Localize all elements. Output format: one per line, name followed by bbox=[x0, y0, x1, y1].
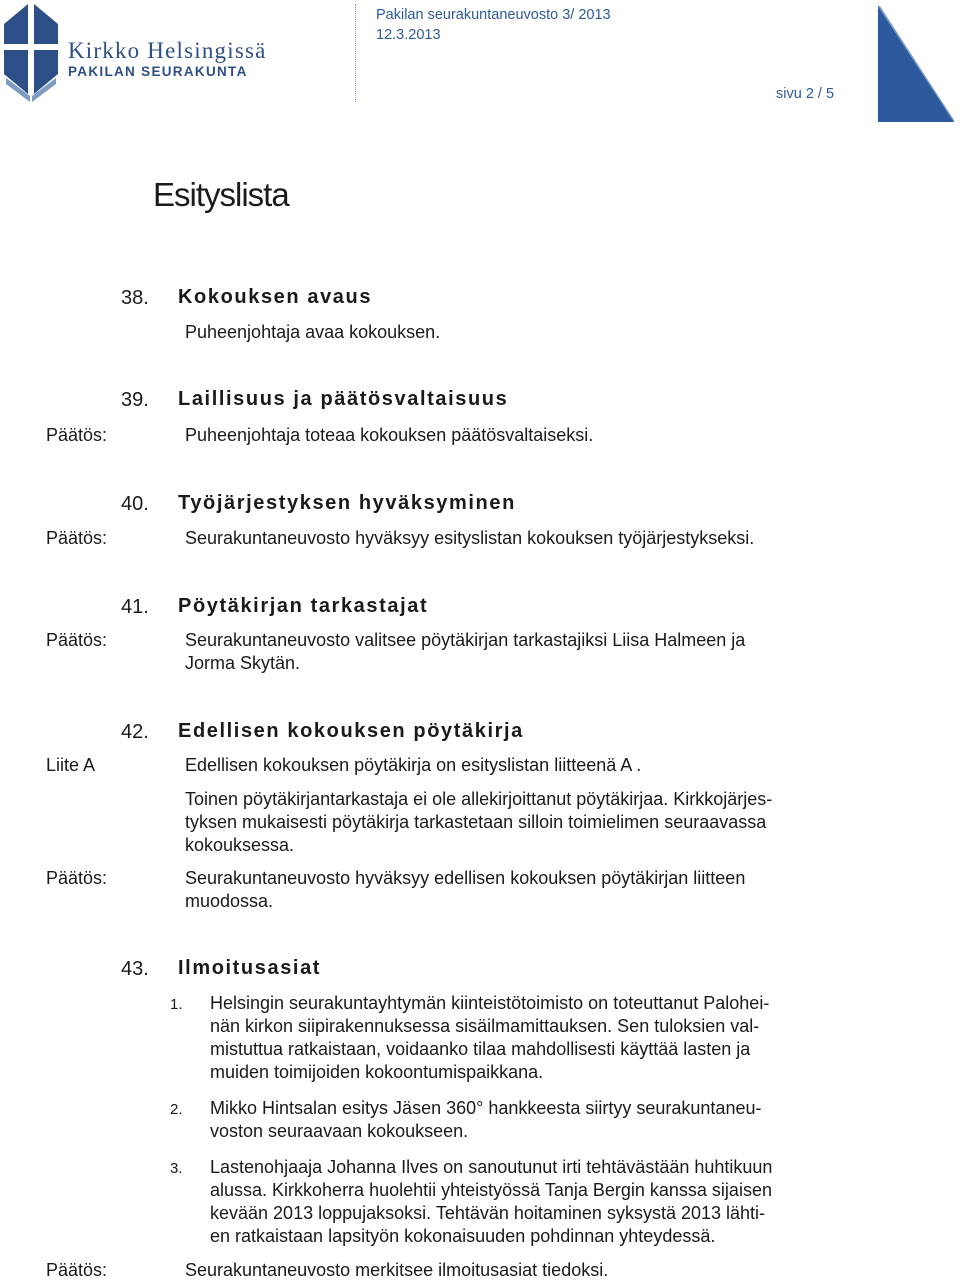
item-42-heading: Edellisen kokouksen pöytäkirja bbox=[178, 720, 524, 742]
parish-name: PAKILAN SEURAKUNTA bbox=[68, 64, 248, 79]
item-43-decision-label: Päätös: bbox=[46, 1260, 108, 1280]
text-line: Helsingin seurakuntayhtymän kiinteistötoimisto on toteuttanut Palohei- bbox=[210, 993, 770, 1013]
church-cross-logo-icon bbox=[2, 4, 62, 104]
item-41-heading: Pöytäkirjan tarkastajat bbox=[178, 595, 429, 617]
item-42-decision-label: Päätös: bbox=[46, 868, 108, 888]
text-line: Toinen pöytäkirjantarkastaja ei ole allekirjoittanut pöytäkirjaa. Kirkkojärjes- bbox=[185, 789, 773, 809]
item-38-number: 38. bbox=[121, 287, 149, 309]
item-40-heading: Työjärjestyksen hyväksyminen bbox=[178, 492, 516, 514]
item-41-number: 41. bbox=[121, 596, 149, 618]
list-item-number: 3. bbox=[170, 1160, 183, 1177]
text-line: Seurakuntaneuvosto valitsee pöytäkirjan tarkastajiksi Liisa Halmeen ja bbox=[185, 630, 746, 650]
list-item bbox=[210, 1097, 830, 1143]
text-line: Lastenohjaaja Johanna Ilves on sanoutunut irti tehtävästään huhtikuun bbox=[210, 1157, 773, 1177]
item-42-number: 42. bbox=[121, 721, 149, 743]
item-38-text: Puheenjohtaja avaa kokouksen. bbox=[185, 322, 441, 342]
item-43-heading: Ilmoitusasiat bbox=[178, 957, 322, 979]
text-line: kokouksessa. bbox=[185, 835, 295, 855]
item-39-heading: Laillisuus ja päätösvaltaisuus bbox=[178, 388, 509, 410]
item-41-decision-label: Päätös: bbox=[46, 630, 108, 650]
text-line: mistuttua ratkaistaan, voidaanko tilaa mahdollisesti käyttää lasten ja bbox=[210, 1039, 751, 1059]
item-38-heading: Kokouksen avaus bbox=[178, 286, 373, 308]
item-40-decision-label: Päätös: bbox=[46, 528, 108, 548]
text-line: nän kirkon siipirakennuksessa sisäilmamittauksen. Sen tuloksien val- bbox=[210, 1016, 760, 1036]
item-43-decision: Seurakuntaneuvosto merkitsee ilmoitusasiat tiedoksi. bbox=[185, 1260, 609, 1280]
meeting-date: 12.3.2013 bbox=[376, 27, 441, 43]
document-title: Esityslista bbox=[153, 176, 289, 213]
item-42-note bbox=[185, 788, 845, 857]
item-39-decision: Puheenjohtaja toteaa kokouksen päätösvaltaiseksi. bbox=[185, 425, 594, 445]
item-42-decision bbox=[185, 867, 845, 913]
item-39-decision-label: Päätös: bbox=[46, 425, 108, 445]
list-item-number: 1. bbox=[170, 996, 183, 1013]
text-line: kevään 2013 loppujaksoksi. Tehtävän hoitaminen syksystä 2013 lähti- bbox=[210, 1203, 766, 1223]
item-41-decision bbox=[185, 629, 845, 675]
text-line: Jorma Skytän. bbox=[185, 653, 301, 673]
page-number: sivu 2 / 5 bbox=[776, 86, 835, 102]
item-39-number: 39. bbox=[121, 389, 149, 411]
text-line: en ratkaistaan lapsityön kokonaisuuden pohdinnan yhteydessä. bbox=[210, 1226, 716, 1246]
text-line: Mikko Hintsalan esitys Jäsen 360° hankkeesta siirtyy seurakuntaneu- bbox=[210, 1098, 762, 1118]
item-40-decision: Seurakuntaneuvosto hyväksyy esityslistan kokouksen työjärjestykseksi. bbox=[185, 528, 755, 548]
list-item-number: 2. bbox=[170, 1101, 183, 1118]
item-40-number: 40. bbox=[121, 493, 149, 515]
list-item bbox=[210, 1156, 830, 1248]
text-line: tyksen mukaisesti pöytäkirja tarkastetaan silloin toimielimen seuraavassa bbox=[185, 812, 767, 832]
list-item bbox=[210, 992, 830, 1084]
text-line: muiden toimijoiden kokoontumispaikkana. bbox=[210, 1062, 544, 1082]
text-line: voston seuraavaan kokoukseen. bbox=[210, 1121, 469, 1141]
attachment-label: Liite A bbox=[46, 755, 96, 775]
brand-name: Kirkko Helsingissä bbox=[68, 38, 267, 63]
item-43-number: 43. bbox=[121, 958, 149, 980]
header-divider bbox=[355, 4, 356, 102]
item-42-text: Edellisen kokouksen pöytäkirja on esityslistan liitteenä A . bbox=[185, 755, 642, 775]
text-line: alussa. Kirkkoherra huolehtii yhteistyössä Tanja Bergin kanssa sijaisen bbox=[210, 1180, 772, 1200]
blue-triangle-corner-icon bbox=[874, 4, 956, 122]
text-line: muodossa. bbox=[185, 891, 274, 911]
meeting-title: Pakilan seurakuntaneuvosto 3/ 2013 bbox=[376, 7, 611, 23]
text-line: Seurakuntaneuvosto hyväksyy edellisen kokouksen pöytäkirjan liitteen bbox=[185, 868, 746, 888]
